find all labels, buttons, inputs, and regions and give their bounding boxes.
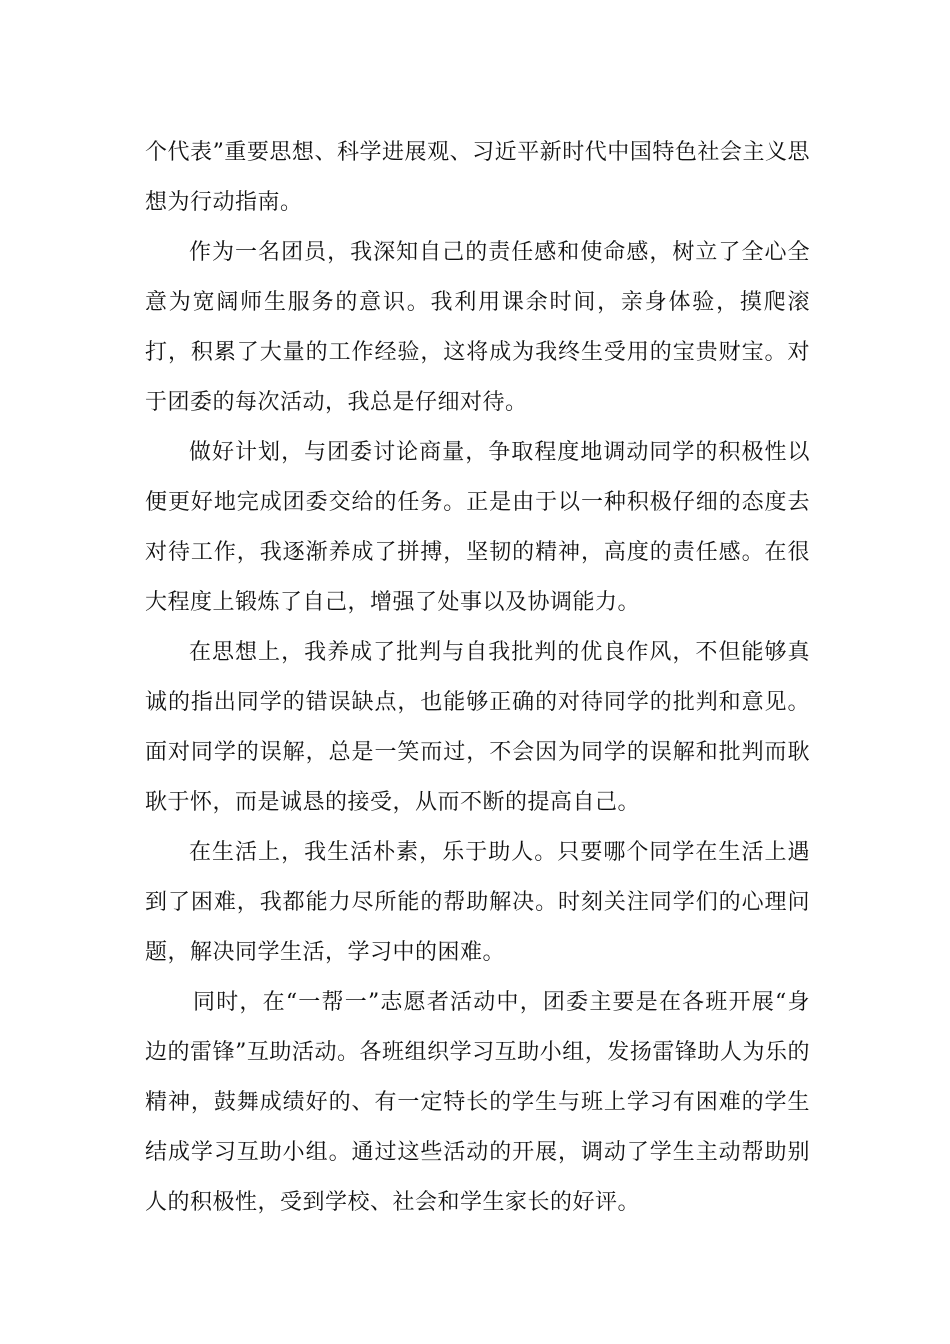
paragraph-continuation: 个代表”重要思想、科学进展观、习近平新时代中国特色社会主义思想为行动指南。 — [145, 140, 810, 215]
paragraph-life: 在生活上，我生活朴素，乐于助人。只要哪个同学在生活上遇到了困难，我都能力尽所能的帮助解决。时刻关注同学们的心理问题，解决同学生活，学习中的困难。 — [145, 840, 810, 965]
document-body — [145, 128, 810, 1228]
paragraph-volunteer: 同时，在“一帮一”志愿者活动中，团委主要是在各班开展“身边的雷锋”互助活动。各班组织学习互助小组，发扬雷锋助人为乐的精神，鼓舞成绩好的、有一定特长的学生与班上学习有困难的学生结成学习互助小组。通过这些活动的开展，调动了学生主动帮助别人的积极性，受到学校、社会和学生家长的好评。 — [145, 990, 810, 1215]
paragraph-planning: 做好计划，与团委讨论商量，争取程度地调动同学的积极性以便更好地完成团委交给的任务。正是由于以一种积极仔细的态度去对待工作，我逐渐养成了拼搏，坚韧的精神，高度的责任感。在很大程度上锻炼了自己，增强了处事以及协调能力。 — [145, 440, 810, 615]
paragraph-responsibility: 作为一名团员，我深知自己的责任感和使命感，树立了全心全意为宽阔师生服务的意识。我利用课余时间，亲身体验，摸爬滚打，积累了大量的工作经验，这将成为我终生受用的宝贵财宝。对于团委的每次活动，我总是仔细对待。 — [145, 240, 810, 415]
paragraph-thought: 在思想上，我养成了批判与自我批判的优良作风，不但能够真诚的指出同学的错误缺点，也能够正确的对待同学的批判和意见。面对同学的误解，总是一笑而过，不会因为同学的误解和批判而耿耿于怀，而是诚恳的接受，从而不断的提高自己。 — [145, 640, 810, 815]
